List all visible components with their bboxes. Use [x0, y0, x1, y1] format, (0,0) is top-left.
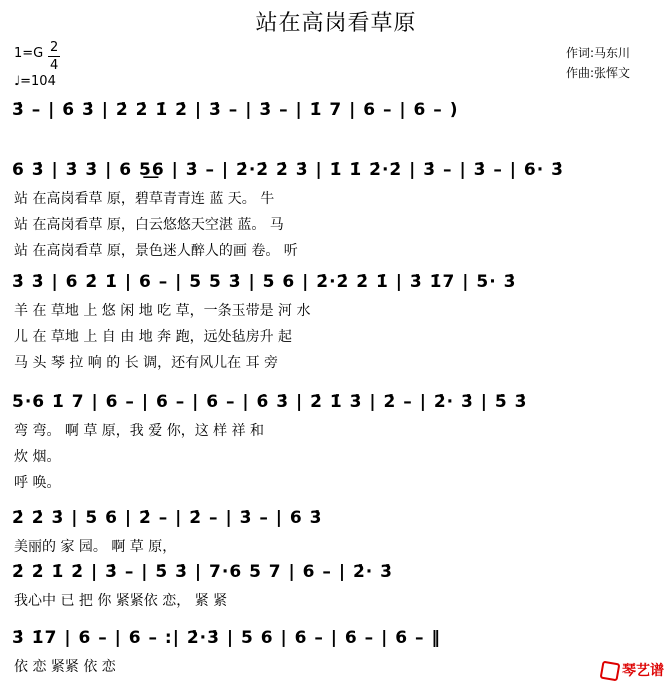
song-title: 站在高岗看草原	[255, 11, 417, 36]
tempo-marking: ♩=104	[14, 74, 56, 89]
lyric-line: 马 头 琴 拉 响 的 长 调，还有风儿在 耳 旁	[14, 355, 279, 371]
key-signature: 1=G	[14, 46, 44, 61]
lyric-line: 站 在高岗看草 原，景色迷人醉人的画 卷。 听	[14, 243, 298, 259]
lyric-line: 美丽的 家 园。 啊 草 原，	[14, 539, 177, 555]
lyric-line: 弯 弯。 啊 草 原，我 爱 你，这 样 祥 和	[14, 423, 265, 439]
time-signature-top: 2	[50, 40, 59, 55]
notation-line: 3̇ – | 6̇ 3̇ | 2̇ 2̇ 1̇ 2̇ | 3̇ – | 3̇ – | 1̇ 7 | 6 – | 6 – )	[12, 100, 459, 120]
time-signature-line	[48, 56, 60, 57]
site-logo	[601, 660, 664, 680]
notation-line: 6 3̇ | 3̇ 3̇ | 6 5͟6 | 3̇ – | 2̇·2̇ 2̇ 3̇ | 1̇ 1̇ 2̇·2̇ | 3̇ – | 3̇ – | 6· 3̇	[12, 160, 564, 180]
notation-line: 2̇ 2̇ 3̇ | 5 6 | 2̇ – | 2̇ – | 3̇ – | 6 3̇	[12, 508, 323, 528]
lyricist-credit: 作词:马东川	[566, 46, 631, 60]
lyric-line: 站 在高岗看草 原，碧草青青连 蓝 天。 牛	[14, 191, 275, 207]
lyric-line: 站 在高岗看草 原，白云悠悠天空湛 蓝。 马	[14, 217, 284, 233]
notation-line: 3̇ 1̇7 | 6 – | 6 – :| 2̇·3̇ | 5 6 | 6 – | 6 – | 6 – ‖	[12, 628, 441, 648]
lyric-line: 呼 唤。	[14, 475, 61, 491]
site-name: 琴艺谱	[622, 663, 664, 679]
notation-line: 2̇ 2̇ 1̇ 2̇ | 3̇ – | 5̇ 3̇ | 7·6 5 7 | 6 – | 2̇· 3̇	[12, 562, 394, 582]
composer-credit: 作曲:张恽文	[566, 66, 631, 80]
logo-icon	[600, 661, 621, 682]
lyric-line: 炊 烟。	[14, 449, 61, 465]
notation-line: 3̇ 3̇ | 6 2̇ 1̇ | 6 – | 5 5 3̇ | 5 6 | 2̇·2̇ 2̇ 1̇ | 3̇ 1̇7 | 5· 3̇	[12, 272, 517, 292]
lyric-line: 羊 在 草地 上 悠 闲 地 吃 草，一条玉带是 河 水	[14, 303, 311, 319]
notation-line: 5·6 1̇ 7 | 6 – | 6 – | 6 – | 6̇ 3̇ | 2̇ 1̇ 3̇ | 2̇ – | 2̇· 3̇ | 5̇ 3̇	[12, 392, 528, 412]
lyric-line: 儿 在 草地 上 自 由 地 奔 跑，远处毡房升 起	[14, 329, 293, 345]
time-signature-bottom: 4	[50, 58, 59, 73]
lyric-line: 我心中 已 把 你 紧紧依 恋， 紧 紧	[14, 593, 228, 609]
lyric-line: 依 恋 紧紧 依 恋	[14, 659, 116, 675]
